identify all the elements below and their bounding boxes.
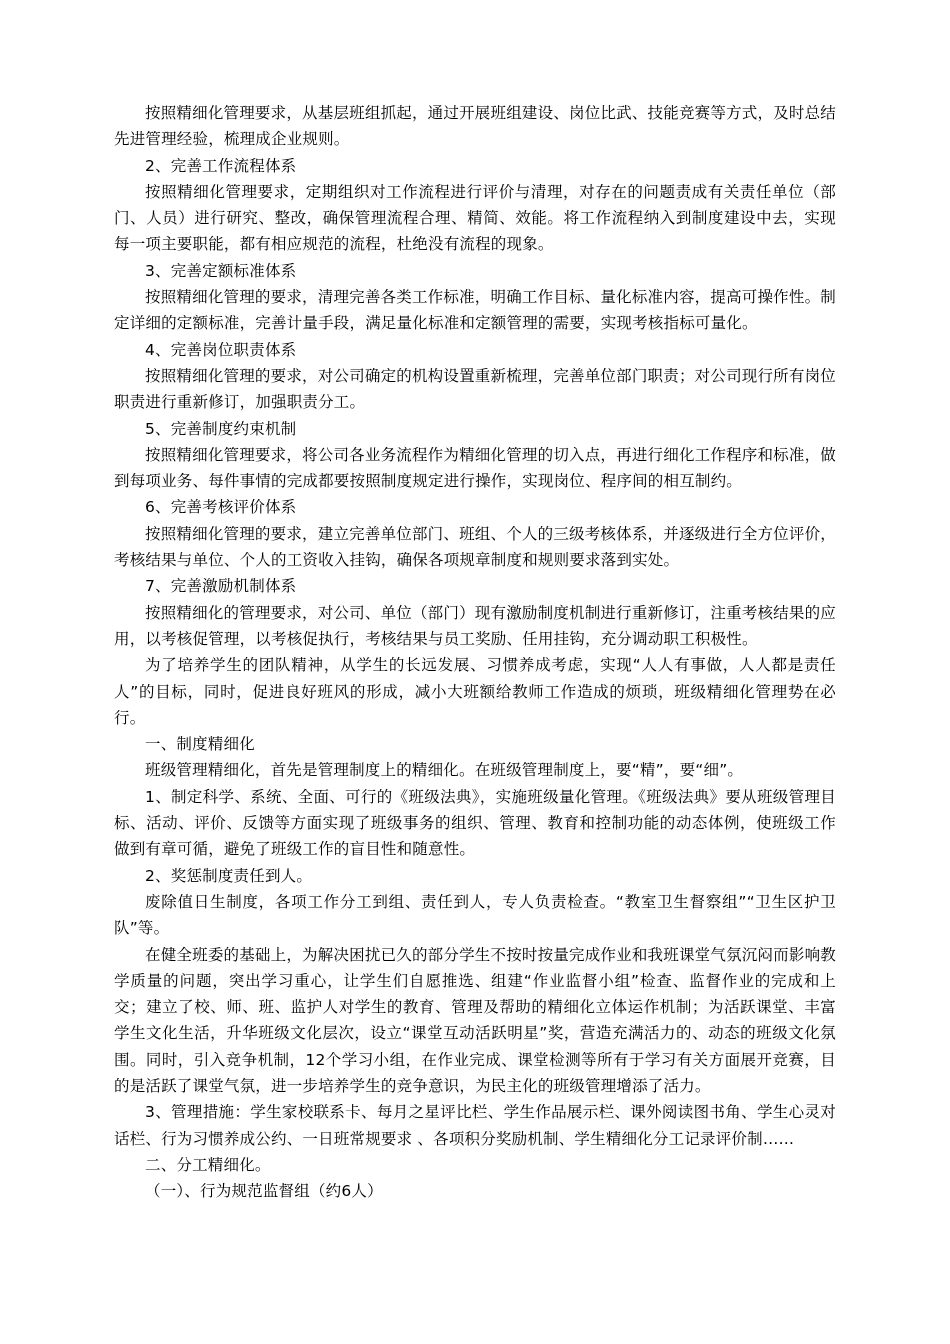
section-heading: 一、制度精细化 <box>145 735 255 754</box>
body-paragraph: 废除值日生制度，各项工作分工到组、责任到人，专人负责检查。“教室卫生督察组”“卫生区护卫队”等。 <box>114 892 836 938</box>
body-paragraph: 在健全班委的基础上，为解决困扰已久的部分学生不按时按量完成作业和我班课堂气氛沉闷而影响教学质量的问题，突出学习重心，让学生们自愿推选、组建“作业监督小组”检查、监督作业的完成和上交；建立了校、师、班、监护人对学生的教育、管理及帮助的精细化立体运作机制；为活跃课堂、丰富学生文化生活，升华班级文化层次，设立“课堂互动活跃明星”奖，营造充满活力的、动态的班级文化氛围。同时，引入竞争机制，12个学习小组，在作业完成、课堂检测等所有于学习有关方面展开竞赛，目的是活跃了课堂气氛，进一步培养学生的竞争意识，为民主化的班级管理增添了活力。 <box>114 945 836 1095</box>
section-heading: 3、完善定额标准体系 <box>145 261 297 280</box>
section-heading: 6、完善考核评价体系 <box>145 498 297 517</box>
body-paragraph: 按照精细化的管理要求，对公司、单位（部门）现有激励制度机制进行重新修订，注重考核结果的应用，以考核促管理，以考核促执行，考核结果与员工奖励、任用挂钩，充分调动职工积极性。 <box>114 603 836 648</box>
body-paragraph: 按照精细化管理要求，从基层班组抓起，通过开展班组建设、岗位比武、技能竞赛等方式，及时总结先进管理经验，梳理成企业规则。 <box>114 104 836 149</box>
section-heading: 7、完善激励机制体系 <box>145 577 297 596</box>
document-body <box>114 100 836 1204</box>
section-heading: 2、完善工作流程体系 <box>145 156 297 175</box>
body-paragraph: 按照精细化管理的要求，对公司确定的机构设置重新梳理，完善单位部门职责；对公司现行所有岗位职责进行重新修订，加强职责分工。 <box>114 366 836 412</box>
section-heading: 2、奖惩制度责任到人。 <box>145 866 313 885</box>
body-paragraph: 为了培养学生的团队精神，从学生的长远发展、习惯养成考虑，实现“人人有事做，人人都是责任人”的目标，同时，促进良好班风的形成，减小大班额给教师工作造成的烦琐，班级精细化管理势在必行。 <box>114 656 836 727</box>
body-paragraph: 班级管理精细化，首先是管理制度上的精细化。在班级管理制度上，要“精”，要“细”。 <box>145 761 744 780</box>
section-heading: 二、分工精细化。 <box>145 1155 271 1174</box>
body-paragraph: 按照精细化管理要求，将公司各业务流程作为精细化管理的切入点，再进行细化工作程序和标准，做到每项业务、每件事情的完成都要按照制度规定进行操作，实现岗位、程序间的相互制约。 <box>114 445 836 491</box>
section-heading: 5、完善制度约束机制 <box>145 419 297 438</box>
body-paragraph: 按照精细化管理要求，定期组织对工作流程进行评价与清理，对存在的问题责成有关责任单位（部门、人员）进行研究、整改，确保管理流程合理、精简、效能。将工作流程纳入到制度建设中去，实现每一项主要职能，都有相应规范的流程，杜绝没有流程的现象。 <box>114 182 836 254</box>
section-heading: 4、完善岗位职责体系 <box>145 340 297 359</box>
body-paragraph: 按照精细化管理的要求，建立完善单位部门、班组、个人的三级考核体系，并逐级进行全方位评价，考核结果与单位、个人的工资收入挂钩，确保各项规章制度和规则要求落到实处。 <box>114 524 836 570</box>
body-paragraph: 按照精细化管理的要求，清理完善各类工作标准，明确工作目标、量化标准内容，提高可操作性。制定详细的定额标准，完善计量手段，满足量化标准和定额管理的需要，实现考核指标可量化。 <box>114 288 836 333</box>
body-paragraph: 1、制定科学、系统、全面、可行的《班级法典》，实施班级量化管理。《班级法典》要从班级管理目标、活动、评价、反馈等方面实现了班级事务的组织、管理、教育和控制功能的动态体例，使班级工作做到有章可循，避免了班级工作的盲目性和随意性。 <box>114 787 836 859</box>
section-heading: （一）、行为规范监督组（约6人） <box>145 1182 383 1201</box>
body-paragraph: 3、管理措施：学生家校联系卡、每月之星评比栏、学生作品展示栏、课外阅读图书角、学生心灵对话栏、行为习惯养成公约、一日班常规要求 、各项积分奖励机制、学生精细化分工记录评价制…… <box>114 1103 836 1148</box>
